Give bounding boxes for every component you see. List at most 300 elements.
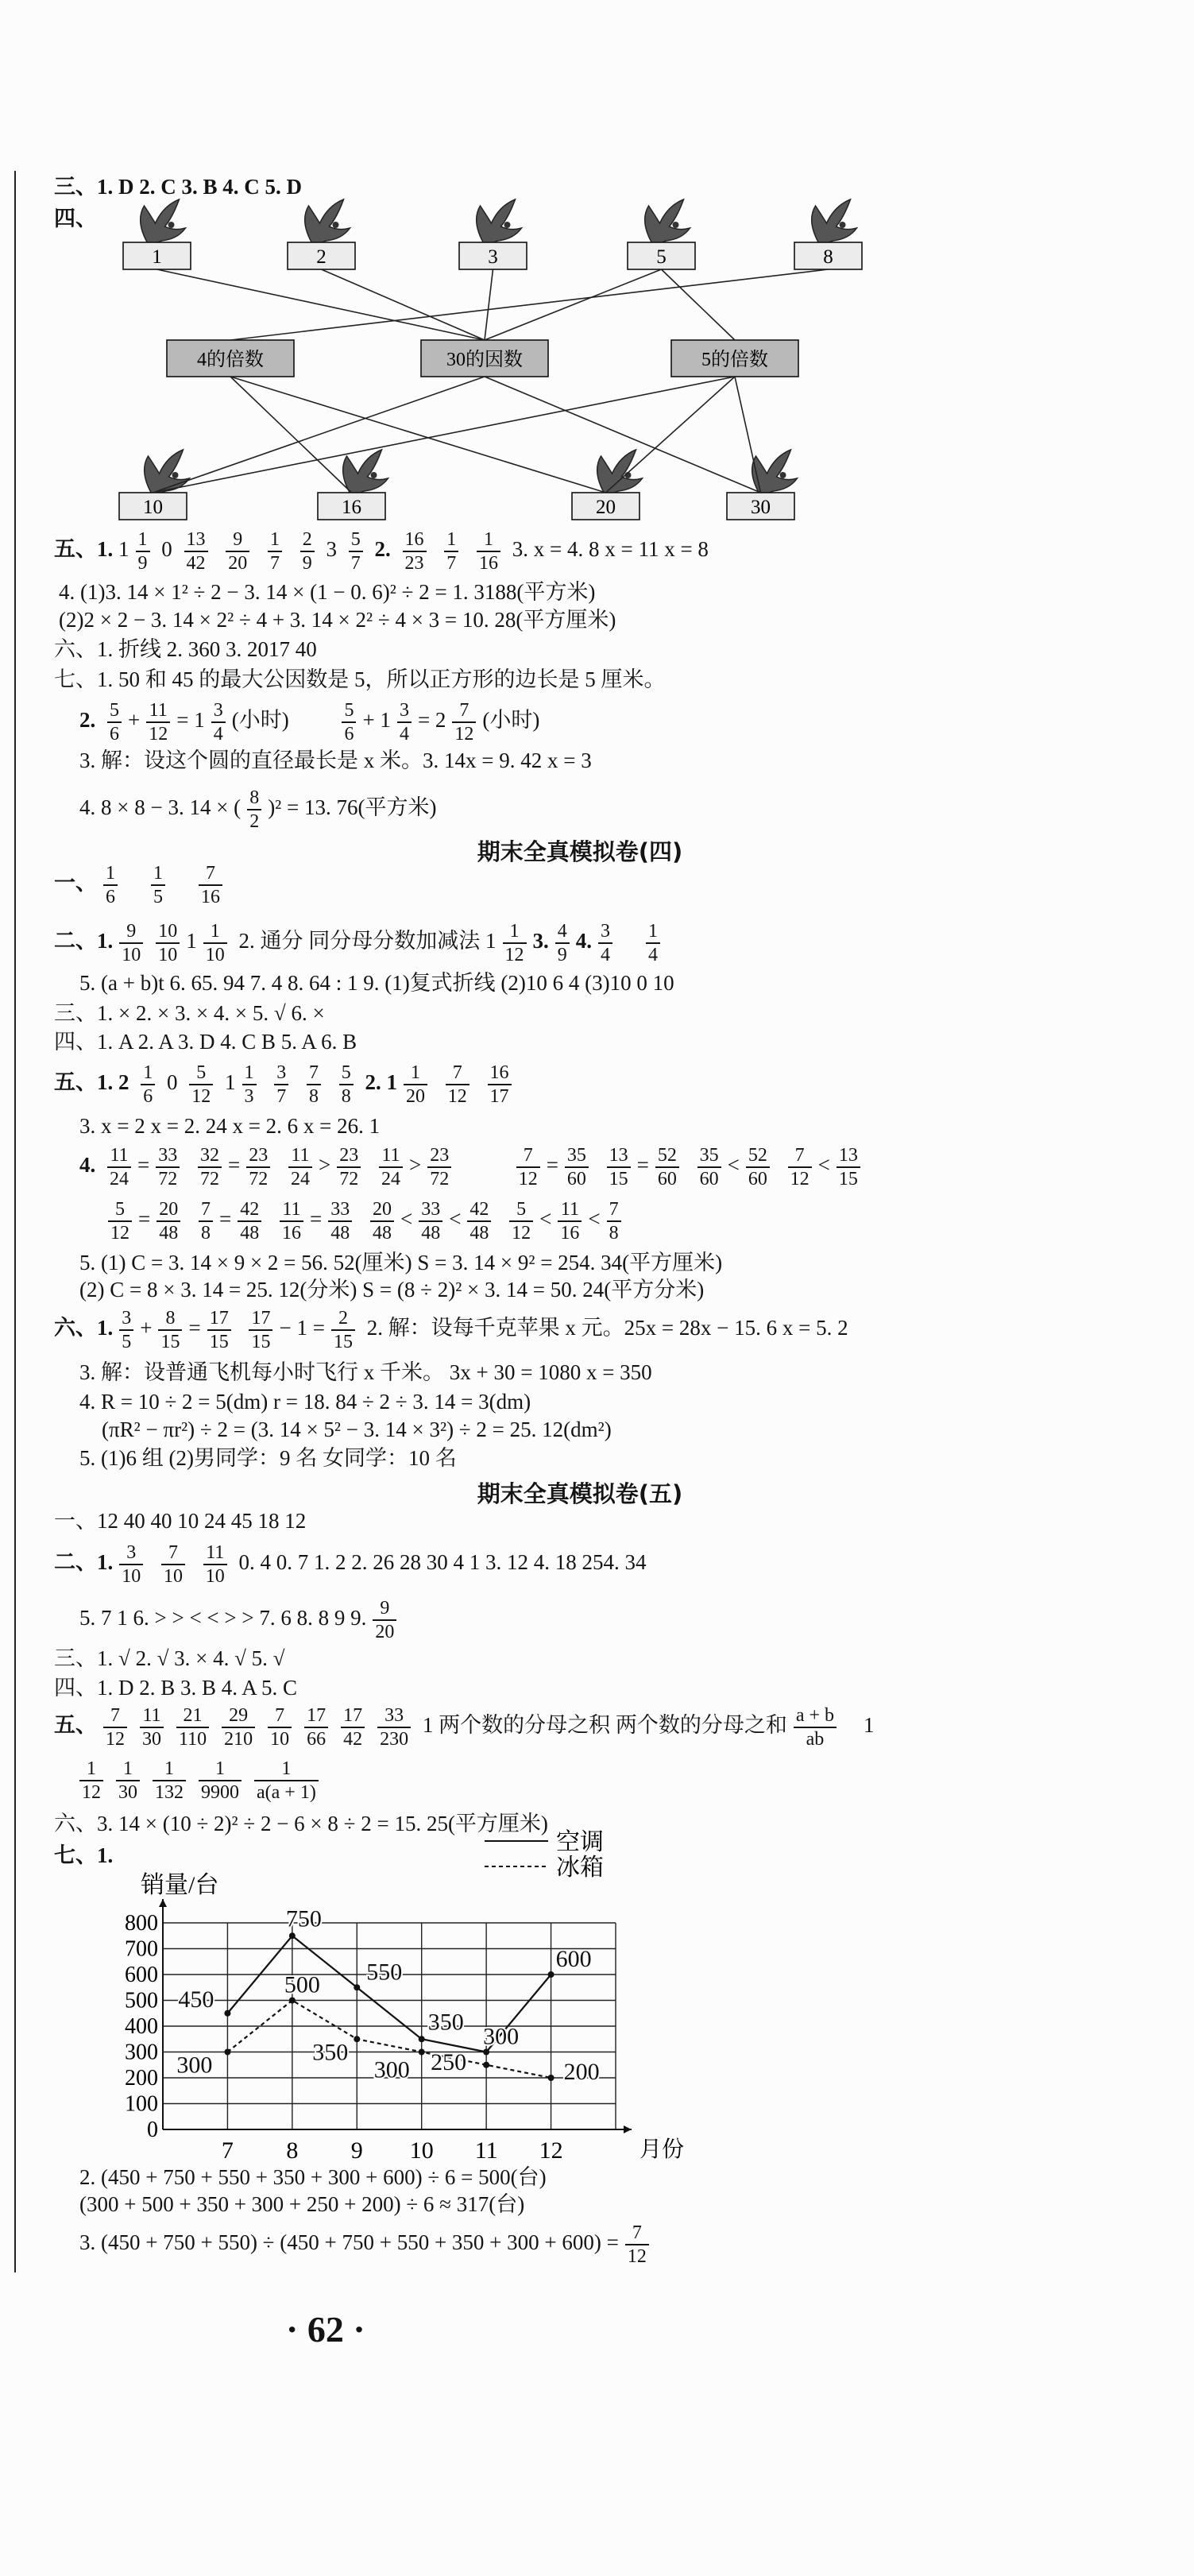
text-span [97, 1705, 417, 1750]
denominator: 4 [601, 945, 610, 965]
data-point [483, 2049, 489, 2056]
numerator: 1 [503, 920, 527, 944]
denominator: 48 [421, 1223, 441, 1244]
answer-text: 六、1. 折线 2. 360 3. 2017 40 [54, 637, 317, 661]
denominator: 10 [205, 945, 225, 965]
t4-line-4 [54, 1028, 357, 1055]
denominator: 60 [748, 1169, 767, 1189]
answer-line-7-1 [54, 666, 666, 693]
text-span: 5. (1)6 组 (2)男同学：9 名 女同学：10 名 [79, 1446, 457, 1470]
denominator: a(a + 1) [257, 1782, 316, 1803]
fraction [625, 2222, 649, 2268]
y-tick-label: 700 [125, 1936, 158, 1962]
legend-label: 冰箱 [556, 1855, 604, 1881]
fraction [203, 1541, 227, 1588]
denominator: 10 [270, 1729, 290, 1750]
denominator: 3 [244, 1086, 254, 1107]
numerator: 7 [199, 862, 222, 886]
value: 3 [326, 537, 337, 562]
denominator: 10 [122, 1566, 141, 1587]
text-span: 五、 [54, 1713, 97, 1738]
fraction [103, 1704, 127, 1750]
text-span: 七、1. [54, 1843, 114, 1867]
data-label: 350 [427, 2009, 464, 2036]
numerator: 10 [156, 920, 180, 944]
number-box-label: 8 [823, 246, 833, 268]
text-span: 四、1. D 2. B 3. B 4. A 5. C [54, 1676, 298, 1700]
data-label: 550 [366, 1959, 403, 1986]
numerator: 8 [158, 1307, 182, 1331]
fraction [837, 1144, 860, 1190]
denominator: 20 [406, 1086, 425, 1107]
numerator: 7 [307, 1062, 321, 1085]
answer-line-5-4b [59, 606, 616, 633]
denominator: 12 [504, 945, 524, 965]
x-axis-arrow [624, 2125, 632, 2133]
denominator: 72 [199, 1169, 219, 1189]
numerator: a + b [794, 1704, 837, 1728]
t5-line-5a [54, 1704, 875, 1750]
text-span: 一、12 40 40 10 24 45 18 12 [54, 1509, 307, 1533]
numerator: 16 [403, 528, 427, 552]
numerator: 7 [607, 1198, 621, 1222]
y-tick-label: 200 [125, 2066, 158, 2091]
denominator: 8 [341, 1086, 351, 1107]
text-span [73, 1758, 325, 1803]
denominator: 48 [159, 1223, 179, 1244]
numerator: 52 [746, 1144, 770, 1168]
numerator: 33 [419, 1198, 442, 1222]
x-tick-label: 12 [539, 2137, 563, 2164]
t5-line-5b [73, 1758, 325, 1804]
fraction [242, 1062, 257, 1108]
denominator: 230 [380, 1729, 409, 1750]
denominator: 10 [205, 1566, 225, 1587]
denominator: 42 [186, 553, 206, 574]
data-point [419, 2049, 425, 2056]
fraction [397, 699, 412, 745]
numerator: 11 [146, 699, 170, 723]
text-span: 一、 [54, 871, 97, 895]
denominator: 12 [191, 1086, 211, 1107]
fraction [247, 787, 261, 833]
numerator: 5 [342, 699, 356, 723]
answer-text: 3. x = 4. 8 x = 11 x = 8 [512, 537, 709, 562]
t5-line-7-3 [79, 2222, 655, 2268]
denominator: 12 [627, 2246, 647, 2267]
text-span: 5. (a + b)t 6. 65. 94 7. 4 8. 64 : 1 9. (1)复式折线 (2)10 6 4 (3)10 0 10 [79, 971, 674, 995]
t4-line-6-4a [79, 1388, 531, 1415]
text-span: 四、1. A 2. A 3. D 4. C B 5. A 6. B [54, 1030, 357, 1054]
fraction [467, 1198, 491, 1244]
numerator: 9 [119, 920, 143, 944]
bird-icon [305, 199, 350, 246]
data-point [483, 2062, 489, 2068]
denominator: 24 [290, 1169, 310, 1189]
denominator: 6 [344, 724, 354, 745]
denominator: 10 [158, 945, 178, 965]
numerator: 7 [103, 1704, 127, 1728]
bird-icon [812, 199, 857, 246]
y-tick-label: 800 [125, 1911, 158, 1936]
answer-text: 4. (1)3. 14 × 1² ÷ 2 − 3. 14 × (1 − 0. 6)² ÷ 2 = 1. 3188(平方米) [59, 580, 596, 604]
text-span: (300 + 500 + 350 + 300 + 250 + 200) ÷ 6 ≈ 317(台) [79, 2192, 525, 2216]
fraction [598, 920, 612, 966]
number-box-label: 1 [152, 246, 162, 268]
fraction [156, 1144, 180, 1190]
numerator: 1 [404, 1062, 427, 1085]
fraction [246, 1144, 270, 1190]
bird-icon [752, 450, 798, 496]
numerator: 7 [161, 1541, 185, 1565]
numerator: 3 [598, 920, 612, 944]
t4-line-5-4b: $\frac{5}{12}$ = $\frac{20}{48}$ $\frac{7}{8}$ = $\frac{42}{48}$ $\frac{11}{16}$ = $\frac{33}{48}$ $\frac{20}{48}$ < $\frac{33}{48}$ < $\frac{42}{48}$ $\frac{5}{12}$ < $\frac{11}{16}$ < $\frac{7}{8}$ [102, 1198, 628, 1244]
fraction [370, 1198, 394, 1244]
denominator: 7 [446, 553, 457, 574]
denominator: 48 [372, 1223, 392, 1244]
x-tick-label: 8 [286, 2137, 299, 2164]
numerator: 42 [238, 1198, 261, 1222]
text-span: 3. [532, 929, 549, 953]
numerator: 16 [488, 1062, 512, 1085]
x-axis-title: 月份 [640, 2137, 685, 2162]
fraction [488, 1062, 512, 1108]
fraction [119, 1541, 143, 1588]
t4-line-5-5b [79, 1276, 704, 1303]
answer-text: (2)2 × 2 − 3. 14 × 2² ÷ 4 + 3. 14 × 2² ÷ 4 × 3 = 10. 28(平方厘米) [59, 608, 616, 632]
sales-line-chart [103, 1829, 685, 2165]
numerator: 1 [136, 528, 150, 552]
denominator: 10 [164, 1566, 183, 1587]
value: 0 [161, 537, 172, 562]
fraction [427, 1144, 451, 1190]
number-box-label: 3 [488, 246, 498, 268]
numerator: 21 [176, 1704, 209, 1728]
numerator: 1 [477, 528, 500, 552]
data-label: 450 [178, 1986, 214, 2013]
answer-line-5-1 [54, 528, 709, 574]
denominator: 60 [566, 1169, 586, 1189]
denominator: 12 [106, 1729, 125, 1750]
answer-text: 七、1. 50 和 45 的最大公因数是 5，所以正方形的边长是 5 厘米。 [54, 667, 666, 691]
denominator: 42 [343, 1729, 363, 1750]
numerator: 1 [203, 920, 227, 944]
fraction [103, 862, 118, 908]
match-line [322, 269, 485, 340]
fraction [107, 1144, 131, 1190]
denominator: 66 [307, 1729, 327, 1750]
numerator: 7 [625, 2222, 649, 2245]
t5-line-1 [54, 1507, 306, 1534]
text-span: 二、1. [54, 929, 114, 953]
denominator: 8 [609, 1223, 619, 1244]
denominator: 24 [110, 1169, 129, 1189]
fraction [607, 1198, 621, 1244]
number-box-label: 20 [596, 497, 616, 518]
numerator: 13 [837, 1144, 860, 1168]
numerator: 5 [349, 528, 363, 552]
t4-line-5-5a [79, 1249, 722, 1276]
numerator: 3 [119, 1307, 133, 1331]
denominator: 2 [249, 811, 260, 832]
denominator: 30 [142, 1729, 161, 1750]
match-line [153, 377, 736, 493]
number-box-label: 16 [342, 497, 361, 518]
section-label: 四、 [54, 207, 97, 230]
text-span: (小时) [231, 708, 289, 733]
answer-line-5-4a [59, 578, 595, 605]
fraction [646, 920, 660, 966]
denominator: 12 [518, 1169, 538, 1189]
y-tick-label: 0 [147, 2118, 158, 2142]
fraction [404, 1062, 427, 1108]
denominator: 20 [375, 1622, 395, 1642]
denominator: 72 [158, 1169, 178, 1189]
denominator: 30 [118, 1782, 137, 1803]
data-point [419, 2036, 425, 2042]
fraction [254, 1758, 319, 1804]
text-span: (2) C = 8 × 3. 14 = 25. 12(分米) S = (8 ÷ 2)² × 3. 14 = 50. 24(平方分米) [79, 1278, 705, 1302]
x-tick-label: 11 [474, 2137, 498, 2164]
text-span: 5. (1) C = 3. 14 × 9 × 2 = 56. 52(厘米) S = 3. 14 × 9² = 254. 34(平方厘米) [79, 1251, 723, 1274]
fraction [446, 1062, 469, 1108]
denominator: 16 [281, 1223, 301, 1244]
t5-line-7-2b [79, 2191, 524, 2218]
denominator: 20 [228, 553, 248, 574]
numerator: 7 [199, 1198, 213, 1222]
text-span: (小时) [482, 708, 540, 733]
fraction [477, 528, 500, 574]
fraction [328, 1198, 352, 1244]
text-span: + [128, 708, 141, 733]
numerator: 20 [370, 1198, 394, 1222]
text-span: (πR² − πr²) ÷ 2 = (3. 14 × 5² − 3. 14 × 3²) ÷ 2 = 25. 12(dm²) [102, 1418, 612, 1441]
fraction [198, 1144, 222, 1190]
data-point [224, 2010, 230, 2017]
fraction [373, 1597, 396, 1643]
data-label: 500 [284, 1971, 320, 1998]
x-tick-label: 10 [409, 2137, 434, 2164]
fraction [136, 528, 150, 574]
denominator: 4 [213, 724, 223, 745]
bird-icon [645, 199, 690, 246]
fraction [199, 1198, 213, 1244]
denominator: 60 [657, 1169, 677, 1189]
bird-icon [477, 199, 522, 246]
data-label: 750 [285, 1905, 322, 1932]
numerator: 1 [646, 920, 660, 944]
answer-text: 3. 解：设这个圆的直径最长是 x 米。3. 14x = 9. 42 x = 3 [79, 748, 592, 772]
item-number: 2. [374, 537, 391, 562]
denominator: 23 [404, 553, 424, 574]
fraction [377, 1704, 411, 1750]
text-span: 5. 7 1 6. > > < < > > 7. 6 8. 8 9 9. [79, 1606, 367, 1630]
fraction [516, 1144, 540, 1190]
answer-line-7-3 [79, 747, 592, 774]
denominator: 48 [469, 1223, 489, 1244]
fraction [156, 1198, 180, 1244]
numerator: 13 [607, 1144, 631, 1168]
denominator: 72 [339, 1169, 359, 1189]
text-span: 六、1. [54, 1316, 114, 1340]
numerator: 35 [697, 1144, 721, 1168]
fraction [146, 699, 170, 745]
fraction [379, 1144, 403, 1190]
denominator: 12 [512, 1223, 531, 1244]
numerator: 7 [788, 1144, 812, 1168]
text-span: 1 两个数的分母之积 两个数的分母之和 [422, 1713, 787, 1738]
numerator: 7 [268, 1704, 292, 1728]
category-box-label: 30的因数 [446, 350, 523, 370]
denominator: 12 [149, 724, 168, 745]
denominator: 60 [699, 1169, 719, 1189]
denominator: 15 [209, 1332, 229, 1352]
fraction [176, 1704, 209, 1750]
t5-line-2b [79, 1597, 403, 1643]
numerator: 1 [199, 1758, 242, 1781]
numerator: 17 [207, 1307, 231, 1331]
numerator: 1 [254, 1758, 319, 1781]
answer-line-7-4 [79, 787, 436, 833]
numerator: 5 [509, 1198, 533, 1222]
text-span: 4. [575, 929, 592, 953]
data-point [289, 1998, 296, 2004]
fraction [341, 1704, 365, 1750]
fraction [558, 1198, 582, 1244]
numerator: 7 [452, 699, 476, 723]
text-span: 六、3. 14 × (10 ÷ 2)² ÷ 2 − 6 × 8 ÷ 2 = 15. 25(平方厘米) [54, 1812, 548, 1835]
category-box-label: 4的倍数 [197, 350, 264, 370]
fraction [268, 528, 282, 574]
text-span: 0. 4 0. 7 1. 2 2. 26 28 30 4 1 3. 12 4. 18 254. 34 [238, 1550, 647, 1575]
t5-line-4 [54, 1674, 297, 1701]
denominator: 72 [430, 1169, 450, 1189]
text-span: 1 [186, 929, 197, 953]
t4-line-6-3 [79, 1359, 652, 1386]
t4-line-5-4a: 4. $\frac{11}{24}$ = $\frac{33}{72}$ $\frac{32}{72}$ = $\frac{23}{72}$ $\frac{11}{24}$ > $\frac{23}{72}$ $\frac{11}{24}$ > $\frac{23}{72}$ $\frac{7}{12}$ = $\frac{35}{60}$ $\frac{13}{15}$ = $\frac{52}{60}$ $\frac{35}{60}$ < $\frac{52}{60}$ $\frac{7}{12}$ < $\frac{13}{15}$ [79, 1144, 867, 1190]
data-point [548, 2075, 554, 2081]
numerator: 11 [379, 1144, 403, 1168]
fraction [199, 862, 222, 908]
bird-icon [141, 199, 186, 246]
numerator: 11 [288, 1144, 312, 1168]
denominator: 4 [648, 945, 658, 965]
numerator: 5 [339, 1062, 354, 1085]
denominator: ab [806, 1729, 825, 1750]
numerator: 5 [189, 1062, 213, 1085]
fraction [199, 1758, 242, 1804]
numerator: 11 [107, 1144, 131, 1168]
denominator: 6 [110, 724, 119, 745]
fraction [79, 1758, 103, 1804]
numerator: 2 [300, 528, 315, 552]
match-line [485, 269, 493, 340]
text-span: )² = 13. 76(平方米) [268, 795, 437, 820]
denominator: 15 [251, 1332, 271, 1352]
text-span: 2. (450 + 750 + 550 + 350 + 300 + 600) ÷ 6 = 500(台) [79, 2165, 547, 2189]
numerator: 35 [565, 1144, 589, 1168]
t4-line-6-5 [79, 1445, 457, 1472]
bird-icon [597, 450, 643, 496]
section-title-5: 期末全真模拟卷(五) [477, 1480, 683, 1507]
fraction [211, 699, 226, 745]
numerator: 33 [156, 1144, 180, 1168]
fraction [156, 920, 180, 966]
text-span: 1 [864, 1713, 875, 1738]
fraction [419, 1198, 442, 1244]
numerator: 13 [184, 528, 208, 552]
fraction [268, 1704, 292, 1750]
answer-text: 三、1. D 2. C 3. B 4. C 5. D [54, 175, 303, 199]
fraction [203, 920, 227, 966]
numerator: 9 [226, 528, 249, 552]
fraction [746, 1144, 770, 1190]
text-span: = 1 [176, 708, 205, 733]
denominator: 12 [110, 1223, 129, 1244]
t4-line-6-4b [102, 1416, 612, 1443]
fraction [655, 1144, 679, 1190]
fraction [307, 1062, 321, 1108]
numerator: 1 [103, 862, 118, 886]
fraction [403, 528, 427, 574]
numerator: 17 [341, 1704, 365, 1728]
text-span: 4. R = 10 ÷ 2 = 5(dm) r = 18. 84 ÷ 2 ÷ 3. 14 = 3(dm) [79, 1390, 531, 1414]
category-box-label: 5的倍数 [701, 350, 768, 370]
numerator: 42 [467, 1198, 491, 1222]
numerator: 5 [108, 1198, 132, 1222]
match-line [153, 377, 485, 493]
denominator: 16 [201, 887, 220, 907]
numerator: 11 [203, 1541, 227, 1565]
fraction [697, 1144, 721, 1190]
bird-icon [343, 450, 388, 496]
t4-line-1 [54, 862, 229, 908]
fraction [151, 862, 165, 908]
y-tick-label: 600 [125, 1963, 158, 1987]
text-span: 2. 1 [365, 1070, 397, 1095]
numerator: 33 [377, 1704, 411, 1728]
numerator: 2 [331, 1307, 355, 1331]
data-point [354, 1984, 360, 1990]
denominator: 15 [609, 1169, 628, 1189]
denominator: 16 [560, 1223, 580, 1244]
denominator: 7 [350, 553, 361, 574]
text-span: 2. [79, 708, 96, 733]
match-line [735, 377, 761, 493]
fraction [119, 920, 143, 966]
text-span: 2. 通分 同分母分数加减法 1 [238, 929, 497, 953]
text-span: 3. x = 2 x = 2. 24 x = 2. 6 x = 26. 1 [79, 1114, 381, 1138]
data-point [289, 1932, 296, 1939]
answer-line-7-2 [79, 699, 539, 745]
denominator: 6 [143, 1086, 153, 1107]
data-label: 250 [431, 2048, 467, 2075]
denominator: 132 [155, 1782, 184, 1803]
match-line [230, 377, 352, 493]
fraction [509, 1198, 533, 1244]
fraction [107, 699, 122, 745]
match-line [485, 269, 662, 340]
text-span: 4. [79, 1153, 96, 1178]
page-number: · 62 · [286, 2309, 365, 2350]
numerator: 11 [558, 1198, 582, 1222]
match-line [606, 377, 736, 493]
text-span: 2. 解：设每千克苹果 x 元。25x = 28x − 15. 6 x = 5. 2 [366, 1316, 848, 1340]
fraction [141, 1062, 155, 1108]
t4-line-3 [54, 1000, 325, 1027]
text-span: 4. 8 × 8 − 3. 14 × ( [79, 795, 242, 820]
match-line [230, 377, 606, 493]
